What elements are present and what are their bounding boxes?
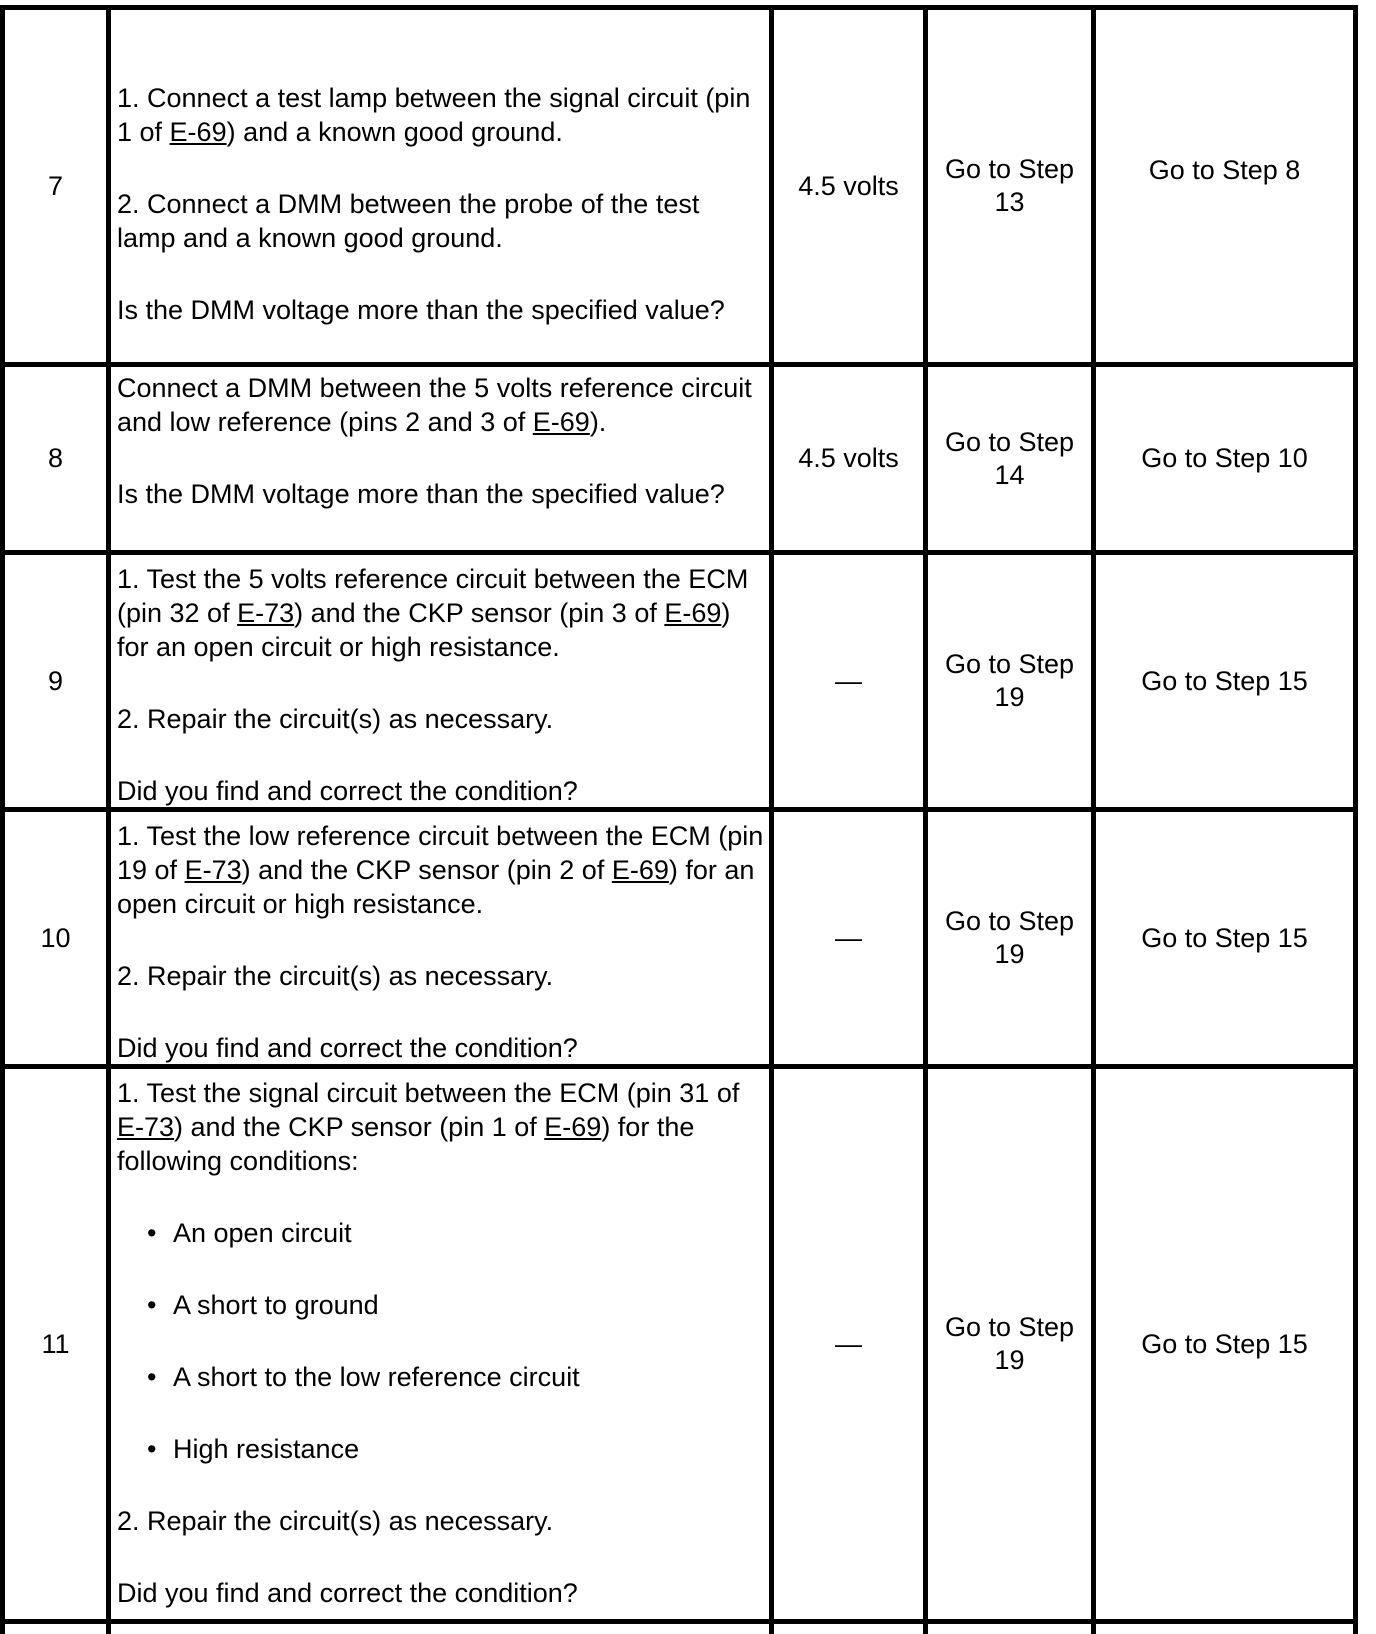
row-divider — [0, 1619, 1358, 1624]
step-number-cell — [5, 1069, 106, 1619]
value-cell — [774, 367, 923, 550]
action-paragraph: 1. Test the signal circuit between the ECM (pin 31 of E-73) and the CKP sensor (pin 1 of E-69) for the following conditions: — [117, 1078, 740, 1176]
connector-link[interactable]: E-73 — [117, 1112, 175, 1142]
action-cell — [117, 81, 765, 327]
specified-value: 4.5 volts — [798, 170, 899, 201]
yes-cell — [928, 367, 1091, 550]
value-cell — [774, 555, 923, 807]
no-action: Go to Step 15 — [1141, 665, 1308, 696]
step-number-cell — [5, 367, 106, 550]
action-cell — [117, 562, 765, 808]
no-action: Go to Step 10 — [1141, 443, 1308, 473]
specified-value: 4.5 volts — [798, 443, 899, 473]
action-paragraph: 2. Connect a DMM between the probe of the test lamp and a known good ground. — [117, 189, 700, 253]
connector-link[interactable]: E-73 — [184, 855, 242, 885]
no-action: Go to Step 15 — [1141, 1328, 1308, 1359]
action-question: Did you find and correct the condition? — [117, 1033, 578, 1063]
step-number-cell — [5, 812, 106, 1064]
action-cell — [117, 819, 765, 1065]
no-action: Go to Step 8 — [1148, 154, 1301, 185]
action-paragraph: Connect a DMM between the 5 volts reference circuit and low reference (pins 2 and 3 of E-69). — [117, 373, 752, 437]
condition-list-item: • High resistance — [147, 1434, 360, 1464]
yes-cell — [928, 1069, 1091, 1619]
action-paragraph: 1. Test the low reference circuit between the ECM (pin 19 of E-73) and the CKP sensor (pin 2 of E-69) for an open circuit or high resistance. — [117, 821, 764, 919]
bullet-icon: • — [147, 1434, 157, 1464]
step-number: 7 — [47, 170, 64, 201]
yes-action: Go to Step 19 — [944, 649, 1075, 712]
action-question: Did you find and correct the condition? — [117, 1578, 578, 1608]
yes-cell — [928, 812, 1091, 1064]
connector-link[interactable]: E-69 — [169, 117, 227, 147]
action-question: Did you find and correct the condition? — [117, 776, 578, 806]
no-cell — [1096, 555, 1353, 807]
connector-link[interactable]: E-69 — [611, 855, 669, 885]
action-paragraph: 1. Test the 5 volts reference circuit between the ECM (pin 32 of E-73) and the CKP sensor (pin 3 of E-69) for an open circuit or high resistance. — [117, 564, 749, 662]
no-cell — [1096, 367, 1353, 550]
yes-cell — [928, 555, 1091, 807]
connector-link[interactable]: E-73 — [237, 598, 295, 628]
no-cell — [1096, 10, 1353, 330]
value-cell — [774, 10, 923, 362]
connector-link[interactable]: E-69 — [544, 1112, 602, 1142]
action-cell — [117, 371, 765, 511]
step-number-cell — [5, 555, 106, 807]
step-number: 8 — [47, 443, 64, 473]
no-cell — [1096, 1069, 1353, 1619]
step-number: 9 — [47, 665, 64, 696]
action-paragraph: 1. Connect a test lamp between the signal circuit (pin 1 of E-69) and a known good ground. — [117, 83, 751, 147]
bullet-icon: • — [147, 1290, 157, 1320]
specified-value: — — [835, 665, 862, 696]
yes-action: Go to Step 13 — [944, 154, 1075, 217]
step-number: 10 — [40, 922, 71, 953]
value-cell — [774, 812, 923, 1064]
step-number-cell — [5, 10, 106, 362]
specified-value: — — [835, 1328, 862, 1359]
connector-link[interactable]: E-69 — [532, 407, 590, 437]
specified-value: — — [835, 922, 862, 953]
condition-list-item: • An open circuit — [147, 1218, 352, 1248]
yes-action: Go to Step 14 — [944, 426, 1075, 490]
connector-link[interactable]: E-69 — [664, 598, 722, 628]
yes-cell — [928, 10, 1091, 362]
action-cell — [117, 1076, 765, 1610]
yes-action: Go to Step 19 — [944, 906, 1075, 969]
yes-action: Go to Step 19 — [944, 1312, 1075, 1375]
bullet-icon: • — [147, 1218, 157, 1248]
action-paragraph: 2. Repair the circuit(s) as necessary. — [117, 1506, 554, 1536]
action-paragraph: 2. Repair the circuit(s) as necessary. — [117, 704, 554, 734]
no-action: Go to Step 15 — [1141, 922, 1308, 953]
action-paragraph: 2. Repair the circuit(s) as necessary. — [117, 961, 554, 991]
bullet-icon: • — [147, 1362, 157, 1392]
action-question: Is the DMM voltage more than the specified value? — [117, 479, 725, 509]
condition-list-item: • A short to the low reference circuit — [147, 1362, 580, 1392]
table-right-border — [1353, 5, 1358, 1634]
no-cell — [1096, 812, 1353, 1064]
value-cell — [774, 1069, 923, 1619]
step-number: 11 — [41, 1328, 70, 1359]
action-question: Is the DMM voltage more than the specified value? — [117, 295, 725, 325]
column-divider — [106, 5, 111, 1634]
condition-list-item: • A short to ground — [147, 1290, 379, 1320]
